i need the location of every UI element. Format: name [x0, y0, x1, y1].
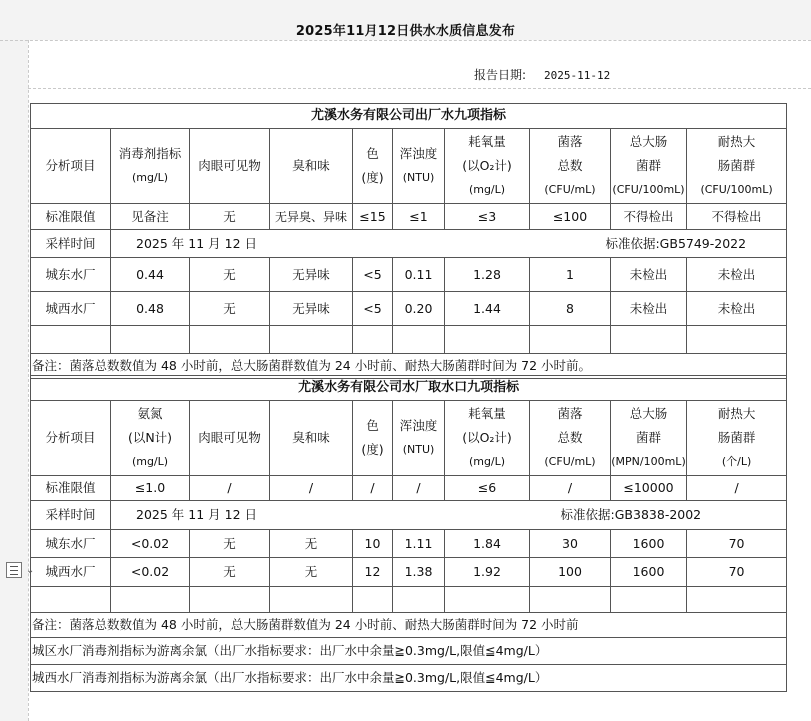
table-cell: 未检出 — [687, 258, 787, 292]
table-cell: 0.11 — [393, 258, 445, 292]
header-cell: 耗氧量 (以O₂计) (mg/L) — [445, 401, 530, 476]
document-title: 2025年11月12日供水水质信息发布 — [295, 24, 516, 39]
chevron-down-icon[interactable]: ⌄ — [26, 564, 35, 576]
plant-name: 城东水厂 — [31, 530, 111, 558]
table-cell: 1.44 — [445, 292, 530, 326]
extra-note-row — [31, 638, 787, 665]
table-cell: 1.92 — [445, 558, 530, 587]
table-cell: 标准限值 — [31, 476, 111, 501]
table-cell: / — [190, 476, 270, 501]
header-cell: 总大肠 菌群 (CFU/100mL) — [611, 129, 687, 204]
table-cell: 1600 — [611, 530, 687, 558]
factory-header-row — [31, 129, 787, 204]
table-cell: 标准限值 — [31, 204, 111, 230]
page-boundary-top — [0, 40, 811, 41]
intake-note: 备注：菌落总数数值为 48 小时前，总大肠菌群数值为 24 小时前、耐热大肠菌群时间为 72 小时前 — [31, 613, 787, 638]
intake-table-title: 尤溪水务有限公司水厂取水口九项指标 — [31, 376, 787, 401]
intake-limits-row — [31, 476, 787, 501]
intake-header-row — [31, 401, 787, 476]
header-cell: 肉眼可见物 — [190, 129, 270, 204]
header-cell: 耐热大 肠菌群 (个/L) — [687, 401, 787, 476]
table-cell: 无异味 — [270, 292, 353, 326]
intake-water-table — [30, 375, 787, 692]
sampling-date: 2025 年 11 月 12 日 — [111, 501, 445, 530]
header-cell: 消毒剂指标 (mg/L) — [111, 129, 190, 204]
header-cell: 耗氧量 (以O₂计) (mg/L) — [445, 129, 530, 204]
table-cell: ≤3 — [445, 204, 530, 230]
table-row — [31, 258, 787, 292]
table-cell: <0.02 — [111, 558, 190, 587]
table-cell: 12 — [353, 558, 393, 587]
sampling-label: 采样时间 — [31, 501, 111, 530]
header-cell: 浑浊度 (NTU) — [393, 401, 445, 476]
table-cell: <0.02 — [111, 530, 190, 558]
header-cell: 菌落 总数 (CFU/mL) — [530, 129, 611, 204]
editor-left-margin — [0, 40, 28, 721]
extra-note: 城西水厂消毒剂指标为游离余氯（出厂水指标要求：出厂水中余量≧0.3mg/L,限值≦4mg/L） — [31, 665, 787, 692]
header-cell: 总大肠 菌群 (MPN/100mL) — [611, 401, 687, 476]
table-cell: 1.38 — [393, 558, 445, 587]
blank-row — [31, 326, 787, 354]
table-row-handle[interactable] — [6, 559, 52, 581]
table-cell: / — [270, 476, 353, 501]
table-cell: 无 — [190, 258, 270, 292]
standard-basis: 标准依据:GB5749-2022 — [445, 230, 787, 258]
table-cell: <5 — [353, 258, 393, 292]
header-cell: 菌落 总数 (CFU/mL) — [530, 401, 611, 476]
intake-sampling-row — [31, 501, 787, 530]
table-cell: ≤10000 — [611, 476, 687, 501]
header-cell: 色 (度) — [353, 401, 393, 476]
extra-note-row — [31, 665, 787, 692]
table-cell: 10 — [353, 530, 393, 558]
table-cell: 70 — [687, 530, 787, 558]
table-cell: / — [393, 476, 445, 501]
report-date-label: 报告日期: — [474, 68, 527, 82]
table-cell: 无 — [270, 558, 353, 587]
factory-sampling-row — [31, 230, 787, 258]
header-cell: 氨氮 (以N计) (mg/L) — [111, 401, 190, 476]
header-cell: 臭和味 — [270, 129, 353, 204]
table-cell: / — [687, 476, 787, 501]
table-cell: 未检出 — [611, 258, 687, 292]
table-cell: 无 — [190, 558, 270, 587]
table-cell: 无 — [270, 530, 353, 558]
table-cell: 8 — [530, 292, 611, 326]
table-cell: / — [353, 476, 393, 501]
header-cell: 色 (度) — [353, 129, 393, 204]
extra-note: 城区水厂消毒剂指标为游离余氯（出厂水指标要求：出厂水中余量≧0.3mg/L,限值≦4mg/L） — [31, 638, 787, 665]
table-cell: 1.28 — [445, 258, 530, 292]
sampling-date: 2025 年 11 月 12 日 — [111, 230, 445, 258]
intake-note-row — [31, 613, 787, 638]
table-cell: 无异味 — [270, 258, 353, 292]
table-cell: 见备注 — [111, 204, 190, 230]
plant-name: 城东水厂 — [31, 258, 111, 292]
factory-table-title: 尤溪水务有限公司出厂水九项指标 — [31, 104, 787, 129]
table-cell: 0.20 — [393, 292, 445, 326]
table-cell: 无 — [190, 530, 270, 558]
page-boundary-left — [28, 40, 29, 721]
table-cell: 70 — [687, 558, 787, 587]
table-cell: <5 — [353, 292, 393, 326]
table-cell: 1.84 — [445, 530, 530, 558]
table-cell: 无异臭、异味 — [270, 204, 353, 230]
factory-water-table — [30, 103, 787, 379]
plant-name: 城西水厂 — [31, 292, 111, 326]
report-date — [474, 66, 610, 83]
header-boundary — [28, 88, 811, 89]
sampling-label: 采样时间 — [31, 230, 111, 258]
table-cell: 无 — [190, 204, 270, 230]
row-options-icon[interactable] — [6, 562, 22, 578]
table-cell: 1.11 — [393, 530, 445, 558]
table-cell: 不得检出 — [611, 204, 687, 230]
header-cell: 臭和味 — [270, 401, 353, 476]
table-cell: 0.44 — [111, 258, 190, 292]
header-cell: 分析项目 — [31, 401, 111, 476]
table-cell: 30 — [530, 530, 611, 558]
factory-limits-row — [31, 204, 787, 230]
table-cell: 未检出 — [687, 292, 787, 326]
table-cell: ≤1 — [393, 204, 445, 230]
table-cell: ≤100 — [530, 204, 611, 230]
table-cell: 未检出 — [611, 292, 687, 326]
table-row — [31, 558, 787, 587]
table-cell: 100 — [530, 558, 611, 587]
factory-note: 备注：菌落总数数值为 48 小时前，总大肠菌群数值为 24 小时前、耐热大肠菌群时间为 72 小时前。 — [31, 354, 787, 379]
header-cell: 肉眼可见物 — [190, 401, 270, 476]
table-cell: 1 — [530, 258, 611, 292]
header-cell: 分析项目 — [31, 129, 111, 204]
table-cell: ≤6 — [445, 476, 530, 501]
table-cell: 0.48 — [111, 292, 190, 326]
table-cell: 无 — [190, 292, 270, 326]
table-cell: 1600 — [611, 558, 687, 587]
blank-row — [31, 587, 787, 613]
standard-basis: 标准依据:GB3838-2002 — [445, 501, 787, 530]
table-cell: 不得检出 — [687, 204, 787, 230]
table-row — [31, 292, 787, 326]
header-cell: 耐热大 肠菌群 (CFU/100mL) — [687, 129, 787, 204]
table-row — [31, 530, 787, 558]
table-cell: / — [530, 476, 611, 501]
header-cell: 浑浊度 (NTU) — [393, 129, 445, 204]
report-date-value: 2025-11-12 — [544, 69, 611, 82]
plant-name: 城西水厂 — [31, 558, 111, 587]
table-cell: ≤15 — [353, 204, 393, 230]
table-cell: ≤1.0 — [111, 476, 190, 501]
